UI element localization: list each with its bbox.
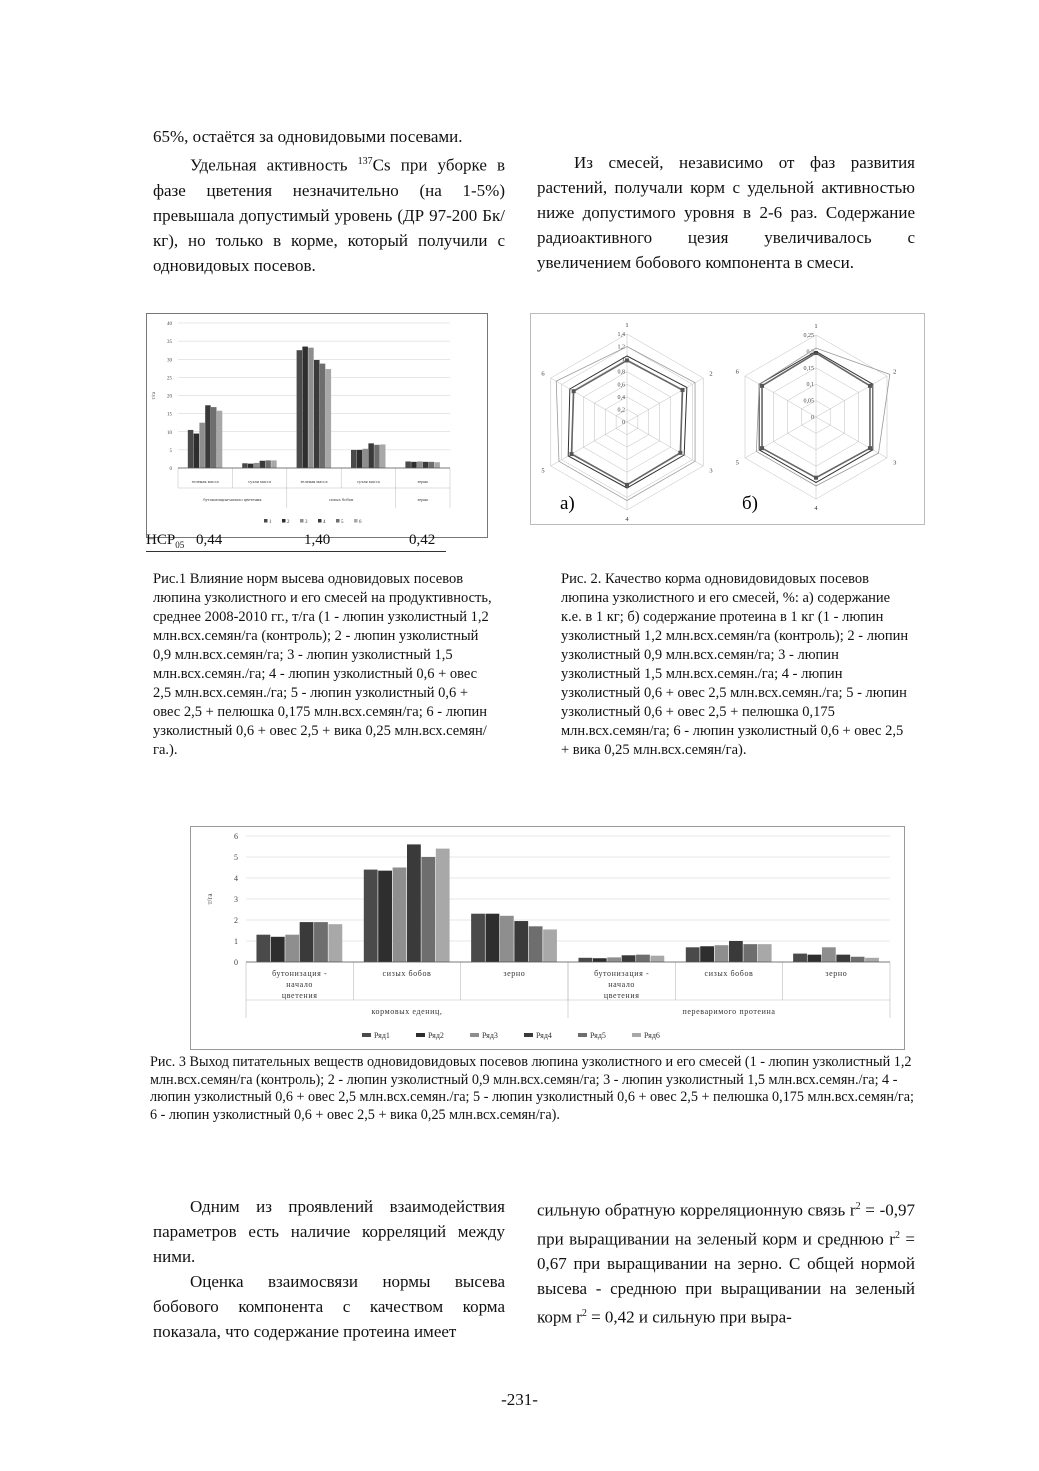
x-tick-label: начало bbox=[286, 980, 314, 989]
radar-marker bbox=[760, 384, 764, 388]
bar bbox=[297, 350, 303, 468]
bar bbox=[471, 914, 485, 962]
legend-label: Ряд5 bbox=[590, 1031, 606, 1040]
radar-marker bbox=[678, 451, 682, 455]
x-tick-label: сухая масса bbox=[356, 479, 380, 484]
caption-text: Рис. 2. Качество корма одновидовидовых посевов люпина узколистного и его смесей, %: а) содержание к.е. в 1 кг; б) содержание протеина в 1 кг (1 - люпин узколистный 1,2 млн.всх.семян/га (контроль); 2 - люпин узколистный 0,9 млн.всх.семян/га; 3 - люпин узколистный 1,5 млн.всх.семян./га; 4 - люпин узколистный 0,6 + овес 2,5 млн.всх.семян./га; 5 - люпин узколистный 0,6 + овес 2,5 + пелюшка 0,175 млн.всх.семян/га; 6 - люпин узколистный 0,6 + овес 2,5 + вика 0,25 млн.всх.семян/га). bbox=[561, 571, 909, 758]
bar bbox=[411, 462, 417, 468]
bar bbox=[636, 955, 650, 962]
radar-marker bbox=[625, 358, 629, 362]
paragraph: Оценка взаимосвязи нормы высева бобового компонента с качеством корма показала, что содержание протеина имеет bbox=[153, 1272, 505, 1341]
bar bbox=[199, 423, 205, 468]
radar-b-label: б) bbox=[742, 493, 758, 514]
radar-axis-label: 3 bbox=[893, 459, 897, 467]
figure-2-caption bbox=[561, 570, 913, 760]
bar bbox=[328, 924, 342, 962]
radar-axis-label: 6 bbox=[735, 368, 739, 376]
caption-text: Рис.1 Влияние норм высева одновидовых посевов люпина узколистного и его смесей на продуктивность, среднее 2008-2010 гг., т/га (1 - люпин узколистный 1,2 млн.всх.семян/га (контроль); 2 - люпин узколистный 0,9 млн.всх.семян/га; 3 - люпин узколистный 1,5 млн.всх.семян./га; 4 - люпин узколистный 0,6 + овес 2,5 млн.всх.семян./га; 5 - люпин узколистный 0,6 + овес 2,5 + пелюшка 0,175 млн.всх.семян/га; 6 - люпин узколистный 0,6 + овес 2,5 + вика 0,25 млн.всх.семян/га.). bbox=[153, 571, 492, 758]
bar bbox=[607, 957, 621, 962]
bar bbox=[700, 946, 714, 962]
bar bbox=[529, 926, 543, 962]
x-tick-label: цветения bbox=[281, 991, 318, 1000]
radar-tick-label: 0 bbox=[622, 420, 625, 426]
bar bbox=[836, 955, 850, 962]
legend-swatch bbox=[632, 1033, 641, 1037]
text-column-left-bottom bbox=[153, 1194, 505, 1344]
y-tick-label: 30 bbox=[167, 358, 172, 364]
y-tick-label: 40 bbox=[167, 322, 172, 327]
paragraph: Из смесей, независимо от фаз развития растений, получали корм с удельной активностью ниже допустимого уровня в 2-6 раз. Содержание радиоактивного цезия увеличивалось с увеличением бобового компонента в смеси. bbox=[537, 153, 915, 272]
radar-axis-label: 2 bbox=[709, 370, 713, 378]
bar bbox=[302, 347, 308, 468]
radar-tick-label: 0 bbox=[811, 415, 814, 421]
x-tick-label: начало bbox=[608, 980, 636, 989]
radar-axis-label: 4 bbox=[814, 505, 818, 512]
group-label: переваримого протеина bbox=[682, 1007, 776, 1016]
y-tick-label: 1 bbox=[234, 937, 238, 946]
bar bbox=[405, 461, 411, 468]
bar bbox=[357, 450, 363, 468]
bar bbox=[217, 411, 223, 468]
hsr-line bbox=[146, 551, 446, 552]
hsr-label: НСР bbox=[146, 532, 176, 548]
radar-axis-label: 1 bbox=[814, 323, 818, 330]
x-tick-label: сухая масса bbox=[248, 479, 272, 484]
legend-label: 3 bbox=[305, 520, 308, 525]
radar-tick-label: 0,05 bbox=[803, 398, 814, 405]
figure-3-chart bbox=[190, 826, 905, 1050]
y-tick-label: 10 bbox=[167, 430, 172, 436]
y-tick-label: 5 bbox=[169, 448, 172, 454]
bar bbox=[211, 407, 217, 468]
legend-swatch bbox=[524, 1033, 533, 1037]
paragraph: Удельная активность $^{137}$Cs при уборке в фазе цветения незначительно (на 1-5%) превышала допустимый уровень (ДР 97-200 Бк/кг), но только в корме, который получили с одновидовых посевов. bbox=[153, 155, 506, 275]
bar bbox=[314, 922, 328, 962]
figure-2-chart bbox=[530, 313, 925, 525]
radar-marker bbox=[681, 388, 685, 392]
bar bbox=[254, 463, 259, 468]
bar bbox=[308, 348, 314, 468]
bar bbox=[271, 460, 277, 468]
hsr-value: 1,40 bbox=[304, 532, 331, 548]
bar bbox=[351, 450, 357, 468]
bar bbox=[300, 922, 314, 962]
text-column-right-bottom bbox=[537, 1194, 915, 1330]
legend-label: Ряд3 bbox=[482, 1031, 498, 1040]
bar bbox=[407, 844, 421, 962]
radar-marker bbox=[572, 389, 576, 393]
radar-marker bbox=[760, 446, 764, 450]
legend-label: Ряд1 bbox=[374, 1031, 390, 1040]
bar bbox=[417, 461, 423, 468]
y-axis-label: т/га bbox=[206, 893, 214, 905]
bar bbox=[421, 857, 435, 962]
radar-tick-label: 0,8 bbox=[617, 369, 625, 376]
y-tick-label: 25 bbox=[167, 376, 172, 382]
bar bbox=[314, 360, 320, 468]
bar bbox=[248, 464, 254, 468]
bar bbox=[500, 916, 514, 962]
bar bbox=[393, 868, 407, 963]
hsr-sub: 05 bbox=[175, 540, 185, 550]
bar bbox=[434, 462, 440, 468]
bar bbox=[486, 914, 500, 962]
x-tick-label: сизых бобов bbox=[382, 969, 432, 978]
radar-tick-label: 1,4 bbox=[617, 332, 625, 338]
bar bbox=[368, 443, 374, 468]
radar-tick-label: 0,2 bbox=[617, 407, 625, 414]
bar bbox=[593, 958, 607, 962]
paragraph: сильную обратную корреляционную связь $r^2 = -0,97$ при выращивании на зеленый корм и среднюю $r^2 = 0,67$ при выращивании на зерно. С общей нормой высева - среднюю при выращивании на зеленый корм $r^2 = 0,42$ и сильную при выра- bbox=[537, 1200, 915, 1327]
x-tick-label: бутонизация - bbox=[272, 969, 328, 978]
paragraph: Одним из проявлений взаимодействия параметров есть наличие корреляций между ними. bbox=[153, 1197, 505, 1266]
radar-axis-label: 6 bbox=[541, 370, 545, 378]
radar-marker bbox=[569, 452, 573, 456]
legend-swatch bbox=[416, 1033, 425, 1037]
y-tick-label: 0 bbox=[234, 958, 238, 967]
text-column-left-top bbox=[153, 124, 505, 278]
radar-axis-label: 3 bbox=[709, 467, 713, 475]
paragraph: 65%, остаётся за одновидовыми посевами. bbox=[153, 127, 463, 146]
bar bbox=[686, 947, 700, 962]
bar bbox=[865, 958, 879, 962]
bar bbox=[374, 445, 380, 468]
radar-tick-label: 0,25 bbox=[803, 333, 814, 339]
bar bbox=[578, 958, 592, 962]
group-label: зерно bbox=[417, 497, 429, 502]
radar-marker bbox=[814, 476, 818, 480]
legend-swatch bbox=[336, 519, 340, 523]
radar-a-label: а) bbox=[560, 493, 575, 514]
radar-axis-label: 4 bbox=[625, 516, 629, 523]
y-tick-label: 5 bbox=[234, 853, 238, 862]
figure-1-chart bbox=[146, 313, 488, 538]
legend-label: Ряд6 bbox=[644, 1031, 660, 1040]
bar bbox=[729, 941, 743, 962]
bar bbox=[793, 954, 807, 962]
legend-swatch bbox=[578, 1033, 587, 1037]
radar-marker bbox=[868, 446, 872, 450]
group-label: сизых бобов bbox=[329, 497, 354, 502]
x-tick-label: зеленая масса bbox=[300, 479, 328, 484]
group-label: бутонизация-начало цветения bbox=[203, 497, 262, 502]
hsr-value: 0,42 bbox=[409, 532, 436, 548]
legend-swatch bbox=[300, 519, 304, 523]
text-column-right-top bbox=[537, 150, 915, 275]
bar bbox=[822, 947, 836, 962]
x-tick-label: зерно bbox=[503, 969, 526, 978]
group-label: кормовых едениц, bbox=[371, 1007, 443, 1016]
x-tick-label: зеленая масса bbox=[191, 479, 219, 484]
y-tick-label: 3 bbox=[234, 895, 238, 904]
bar bbox=[378, 871, 392, 962]
bar bbox=[650, 956, 664, 962]
bar bbox=[758, 944, 772, 962]
x-tick-label: зерно bbox=[825, 969, 848, 978]
radar-tick-label: 0,4 bbox=[617, 394, 625, 401]
legend-label: Ряд2 bbox=[428, 1031, 444, 1040]
x-tick-label: сизых бобов bbox=[704, 969, 754, 978]
bar bbox=[194, 434, 200, 468]
legend-label: 1 bbox=[269, 520, 272, 525]
radar-tick-label: 0,15 bbox=[803, 365, 814, 372]
y-tick-label: 35 bbox=[167, 340, 172, 346]
y-tick-label: 2 bbox=[234, 916, 238, 925]
bar bbox=[436, 849, 450, 962]
y-tick-label: 4 bbox=[234, 874, 238, 883]
radar-marker bbox=[625, 483, 629, 487]
radar-axis-label: 1 bbox=[625, 322, 629, 329]
legend-swatch bbox=[318, 519, 322, 523]
x-tick-label: зерно bbox=[417, 479, 429, 484]
bar bbox=[743, 944, 757, 962]
bar bbox=[514, 921, 528, 962]
bar bbox=[205, 405, 211, 468]
radar-tick-label: 0,1 bbox=[806, 382, 814, 389]
bar bbox=[715, 945, 729, 962]
radar-axis-label: 5 bbox=[735, 459, 739, 467]
bar bbox=[326, 369, 332, 468]
hsr-value: 0,44 bbox=[196, 532, 223, 548]
bar bbox=[271, 937, 285, 962]
x-tick-label: бутонизация - bbox=[594, 969, 650, 978]
bar bbox=[543, 929, 557, 962]
figure-3-caption bbox=[150, 1054, 916, 1124]
legend-label: Ряд4 bbox=[536, 1031, 552, 1040]
y-tick-label: 0 bbox=[169, 467, 172, 472]
y-axis-label: т/га bbox=[152, 391, 157, 400]
bar bbox=[851, 957, 865, 962]
legend-swatch bbox=[282, 519, 286, 523]
legend-swatch bbox=[264, 519, 268, 523]
y-tick-label: 15 bbox=[167, 412, 172, 418]
bar bbox=[363, 449, 369, 468]
bar bbox=[364, 870, 378, 962]
legend-swatch bbox=[362, 1033, 371, 1037]
bar bbox=[256, 935, 270, 962]
legend-label: 6 bbox=[359, 520, 362, 525]
legend-label: 5 bbox=[341, 520, 344, 525]
bar bbox=[265, 460, 271, 468]
bar bbox=[380, 444, 386, 468]
bar bbox=[423, 462, 429, 468]
legend-swatch bbox=[354, 519, 358, 523]
legend-swatch bbox=[470, 1033, 479, 1037]
y-tick-label: 20 bbox=[167, 394, 172, 400]
radar-tick-label: 0,6 bbox=[617, 382, 625, 389]
radar-tick-label: 0,2 bbox=[806, 349, 814, 356]
bar bbox=[285, 935, 299, 962]
bar bbox=[808, 955, 822, 962]
radar-axis-label: 5 bbox=[541, 467, 545, 475]
radar-marker bbox=[868, 384, 872, 388]
radar-tick-label: 1 bbox=[622, 357, 625, 364]
legend-label: 4 bbox=[323, 520, 326, 525]
caption-text: Рис. 3 Выход питательных веществ одновидовидовых посевов люпина узколистного и его смесей (1 - люпин узколистный 1,2 млн.всх.семян/га (контроль); 2 - люпин узколистный 0,9 млн.всх.семян/га; 3 - люпин узколистный 1,5 млн.всх.семян./га; 4 - люпин узколистный 0,6 + овес 2,5 млн.всх.семян./га; 5 - люпин узколистный 0,6 + овес 2,5 + пелюшка 0,175 млн.всх.семян/га; 6 - люпин узколистный 0,6 + овес 2,5 + вика 0,25 млн.всх.семян/га). bbox=[150, 1054, 914, 1123]
bar bbox=[429, 462, 435, 468]
page-number: -231- bbox=[501, 1390, 538, 1409]
legend-label: 2 bbox=[287, 520, 290, 525]
figure-1-caption bbox=[153, 570, 493, 760]
radar-axis-label: 2 bbox=[893, 368, 897, 376]
bar bbox=[320, 364, 326, 468]
bar bbox=[188, 430, 194, 468]
y-tick-label: 6 bbox=[234, 832, 238, 841]
bar bbox=[622, 955, 636, 962]
bar bbox=[242, 463, 248, 468]
bar bbox=[260, 461, 266, 468]
x-tick-label: цветения bbox=[603, 991, 640, 1000]
radar-tick-label: 1,2 bbox=[617, 344, 625, 351]
